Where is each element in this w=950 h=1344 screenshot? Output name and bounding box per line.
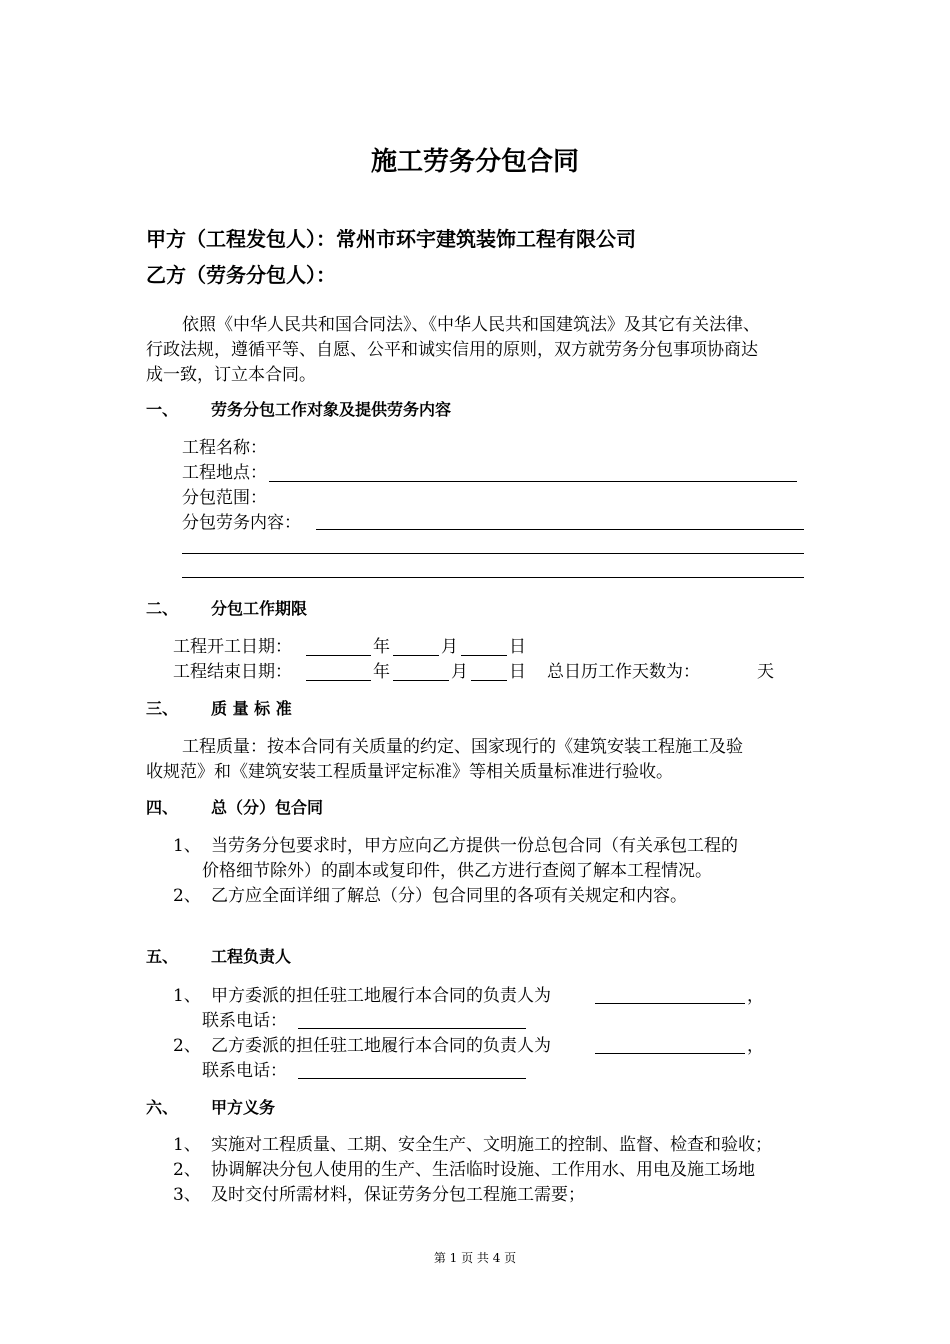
section-1-title: 劳务分包工作对象及提供劳务内容 (211, 400, 452, 419)
project-location-label: 工程地点： (182, 463, 267, 483)
sec6-item-2: 协调解决分包人使用的生产、生活临时设施、工作用水、用电及施工场地 (211, 1160, 755, 1180)
page-number: 第 1 页 共 4 页 (433, 1251, 517, 1265)
party-b: 乙方（劳务分包人）： (146, 263, 336, 287)
start-day-blank (461, 655, 507, 656)
end-day-unit: 日 (509, 662, 526, 682)
quality-line-1: 工程质量：按本合同有关质量的约定、国家现行的《建筑安装工程施工及验 (182, 737, 743, 757)
section-4-number: 四、 (146, 798, 179, 817)
section-3-number: 三、 (146, 699, 179, 718)
labor-content-blank-1 (316, 529, 804, 530)
section-2-title: 分包工作期限 (211, 599, 308, 618)
sec5-item-1-comma: ， (747, 986, 764, 1006)
party-a-phone-label: 联系电话： (202, 1011, 287, 1031)
sec6-item-1-number: 1、 (173, 1135, 201, 1155)
section-3-title: 质 量 标 准 (211, 699, 292, 718)
party-b-phone-label: 联系电话： (202, 1061, 287, 1081)
start-year-unit: 年 (373, 637, 390, 657)
section-1-number: 一、 (146, 400, 179, 419)
start-year-blank (306, 655, 371, 656)
sec6-item-3: 及时交付所需材料，保证劳务分包工程施工需要； (211, 1185, 585, 1205)
sec5-item-2: 乙方委派的担任驻工地履行本合同的负责人为 (211, 1036, 551, 1056)
start-month-unit: 月 (441, 637, 458, 657)
sec5-item-1: 甲方委派的担任驻工地履行本合同的负责人为 (211, 986, 551, 1006)
sec5-item-2-number: 2、 (173, 1036, 201, 1056)
sec5-item-2-comma: ， (747, 1036, 764, 1056)
sec6-item-3-number: 3、 (173, 1185, 201, 1205)
end-date-label: 工程结束日期： (173, 662, 292, 682)
section-6-number: 六、 (146, 1098, 179, 1117)
sec4-item-1-line-2: 价格细节除外）的副本或复印件，供乙方进行查阅了解本工程情况。 (202, 861, 712, 881)
end-month-unit: 月 (451, 662, 468, 682)
start-day-unit: 日 (509, 637, 526, 657)
section-5-title: 工程负责人 (211, 947, 292, 966)
sec5-item-1-number: 1、 (173, 986, 201, 1006)
preamble-line-1: 依照《中华人民共和国合同法》、《中华人民共和国建筑法》及其它有关法律、 (182, 315, 760, 335)
section-6-title: 甲方义务 (211, 1098, 276, 1117)
document-title: 施工劳务分包合同 (370, 147, 579, 177)
section-5-number: 五、 (146, 947, 179, 966)
quality-line-2: 收规范》和《建筑安装工程质量评定标准》等相关质量标准进行验收。 (146, 762, 673, 782)
party-a-phone-blank (298, 1028, 526, 1029)
sec6-item-1: 实施对工程质量、工期、安全生产、文明施工的控制、监督、检查和验收； (211, 1135, 772, 1155)
sec4-item-2: 乙方应全面详细了解总（分）包合同里的各项有关规定和内容。 (211, 886, 687, 906)
start-date-label: 工程开工日期： (173, 637, 292, 657)
project-name-label: 工程名称： (182, 438, 267, 458)
total-days-label: 总日历工作天数为： (547, 662, 700, 682)
end-year-blank (306, 680, 371, 681)
party-b-phone-blank (298, 1078, 526, 1079)
sec4-item-2-number: 2、 (173, 886, 201, 906)
start-month-blank (393, 655, 439, 656)
section-2-number: 二、 (146, 599, 179, 618)
sec4-item-1-line-1: 当劳务分包要求时，甲方应向乙方提供一份总包合同（有关承包工程的 (211, 836, 738, 856)
section-4-title: 总（分）包合同 (211, 798, 324, 817)
party-a: 甲方（工程发包人）：常州市环宇建筑装饰工程有限公司 (146, 227, 636, 251)
labor-content-blank-2 (182, 553, 804, 554)
sec6-item-2-number: 2、 (173, 1160, 201, 1180)
labor-content-label: 分包劳务内容： (182, 513, 301, 533)
sec4-item-1-number: 1、 (173, 836, 201, 856)
end-month-blank (393, 680, 449, 681)
party-b-manager-blank (595, 1053, 745, 1054)
preamble-line-3: 成一致，订立本合同。 (146, 365, 316, 385)
preamble-line-2: 行政法规，遵循平等、自愿、公平和诚实信用的原则，双方就劳务分包事项协商达 (146, 340, 758, 360)
labor-content-blank-3 (182, 577, 804, 578)
party-a-manager-blank (595, 1003, 745, 1004)
end-year-unit: 年 (373, 662, 390, 682)
end-day-blank (471, 680, 507, 681)
scope-label: 分包范围： (182, 488, 267, 508)
total-days-unit: 天 (757, 662, 774, 682)
project-location-blank (269, 481, 797, 482)
